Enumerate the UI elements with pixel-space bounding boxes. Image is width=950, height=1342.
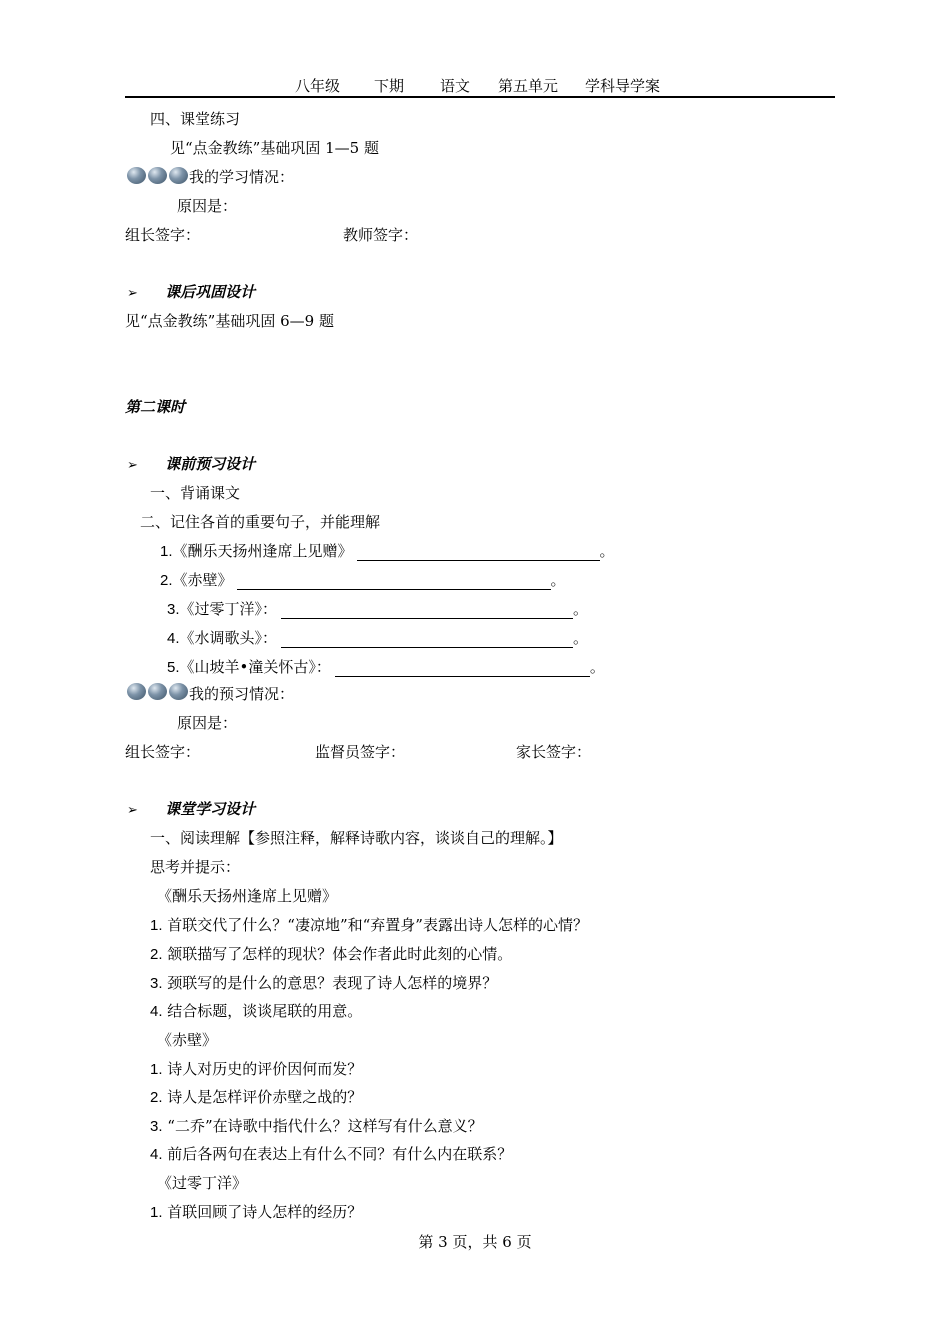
question-item	[150, 1203, 362, 1222]
question-text: 前后各两句在表达上有什么不同？有什么内在联系？	[167, 1145, 513, 1163]
question-num: 3.	[150, 1118, 163, 1135]
after-class-heading: 课后巩固设计	[165, 283, 256, 301]
header-doc-type: 学科导学案	[585, 77, 661, 95]
sig-supervisor: 监督员签字：	[315, 743, 406, 761]
reading-prefix: 一、阅读理解	[150, 829, 241, 847]
question-num: 1.	[150, 1204, 163, 1221]
fill-blank[interactable]	[237, 575, 551, 590]
study-reason: 原因是：	[177, 197, 238, 215]
header-term: 下期	[374, 77, 405, 95]
question-num: 2.	[150, 1089, 163, 1106]
poem-title: 《过零丁洋》	[157, 1174, 248, 1192]
poem-title: 《酬乐天扬州逢席上见赠》	[157, 887, 338, 905]
question-text: 颈联写的是什么的意思？表现了诗人怎样的境界？	[167, 974, 498, 992]
poem-title: 《过零丁洋》：	[179, 600, 278, 618]
header-subject: 语文	[440, 77, 471, 95]
question-num: 1.	[150, 1061, 163, 1078]
question-item	[150, 974, 497, 993]
lesson2-title: 第二课时	[125, 398, 186, 416]
question-text: 诗人对历史的评价因何而发？	[167, 1060, 363, 1078]
sig-teacher: 教师签字：	[343, 226, 419, 244]
preview-item1: 一、背诵课文	[150, 484, 241, 502]
poem-title: 《水调歌头》：	[179, 629, 278, 647]
practice-heading: 四、课堂练习	[150, 110, 241, 128]
question-item	[150, 916, 588, 935]
poem-fill-line	[160, 571, 566, 590]
poem-end: 。	[550, 571, 566, 589]
sig-parent: 家长签字：	[516, 743, 592, 761]
poem-fill-line	[167, 600, 588, 619]
question-item	[150, 1117, 483, 1136]
question-text: 诗人是怎样评价赤壁之战的？	[167, 1088, 363, 1106]
question-item	[150, 1002, 362, 1021]
arrow-icon: ➢	[127, 458, 138, 473]
ball-icon	[127, 683, 146, 700]
question-text: 首联交代了什么？“凄凉地”和“弃置身”表露出诗人怎样的心情？	[167, 916, 588, 934]
poem-title: 《酬乐天扬州逢席上见赠》	[172, 542, 353, 560]
question-item	[150, 945, 512, 964]
poem-num: 1.	[160, 543, 173, 560]
fill-blank[interactable]	[357, 546, 600, 561]
question-text: 颔联描写了怎样的现状？体会作者此时此刻的心情。	[167, 945, 513, 963]
think-prompt: 思考并提示：	[150, 858, 241, 876]
poem-num: 5.	[167, 659, 180, 676]
header-unit: 第五单元	[498, 77, 559, 95]
fill-blank[interactable]	[281, 633, 573, 648]
poem-title: 《山坡羊•潼关怀古》：	[179, 658, 331, 676]
practice-line: 见“点金教练”基础巩固 1—5 题	[170, 139, 379, 157]
question-num: 4.	[150, 1003, 163, 1020]
classroom-section	[127, 800, 255, 820]
sig-leader: 组长签字：	[125, 743, 201, 761]
question-num: 3.	[150, 975, 163, 992]
question-item	[150, 1088, 362, 1107]
reading-line	[150, 829, 563, 847]
question-text: “二乔”在诗歌中指代什么？这样写有什么意义？	[167, 1117, 483, 1135]
fill-blank[interactable]	[281, 604, 573, 619]
poem-fill-line	[167, 658, 605, 677]
question-item	[150, 1060, 362, 1079]
ball-icon	[148, 167, 167, 184]
poem-end: 。	[599, 542, 615, 560]
preview-reason: 原因是：	[177, 714, 238, 732]
preview-item2: 二、记住各首的重要句子，并能理解	[140, 513, 381, 531]
question-num: 4.	[150, 1146, 163, 1163]
ball-icon	[148, 683, 167, 700]
poem-title: 《赤壁》	[172, 571, 233, 589]
question-text: 首联回顾了诗人怎样的经历？	[167, 1203, 363, 1221]
question-num: 1.	[150, 917, 163, 934]
fill-blank[interactable]	[335, 662, 590, 677]
poem-fill-line	[167, 629, 588, 648]
arrow-icon: ➢	[127, 803, 138, 818]
preview-status: 我的预习情况：	[189, 685, 295, 703]
page-header	[125, 76, 835, 98]
bullet-balls	[127, 682, 189, 702]
poem-num: 4.	[167, 630, 180, 647]
poem-num: 3.	[167, 601, 180, 618]
after-class-section	[127, 283, 255, 303]
poem-fill-line	[160, 542, 615, 561]
page-footer: 第 3 页，共 6 页	[418, 1233, 532, 1251]
arrow-icon: ➢	[127, 286, 138, 301]
question-num: 2.	[150, 946, 163, 963]
poem-end: 。	[573, 629, 589, 647]
after-class-line: 见“点金教练”基础巩固 6—9 题	[125, 312, 334, 330]
preview-heading: 课前预习设计	[165, 455, 256, 473]
ball-icon	[127, 167, 146, 184]
question-item	[150, 1145, 512, 1164]
classroom-heading: 课堂学习设计	[165, 800, 256, 818]
reading-note: 【参照注释，解释诗歌内容，谈谈自己的理解。】	[240, 829, 563, 847]
poem-end: 。	[589, 658, 605, 676]
poem-end: 。	[573, 600, 589, 618]
preview-section	[127, 455, 255, 475]
bullet-balls	[127, 166, 189, 186]
ball-icon	[169, 683, 188, 700]
header-grade: 八年级	[295, 77, 341, 95]
poem-title: 《赤壁》	[157, 1031, 218, 1049]
poem-num: 2.	[160, 572, 173, 589]
ball-icon	[169, 167, 188, 184]
study-status: 我的学习情况：	[189, 168, 295, 186]
sig-leader: 组长签字：	[125, 226, 201, 244]
question-text: 结合标题，谈谈尾联的用意。	[167, 1002, 363, 1020]
